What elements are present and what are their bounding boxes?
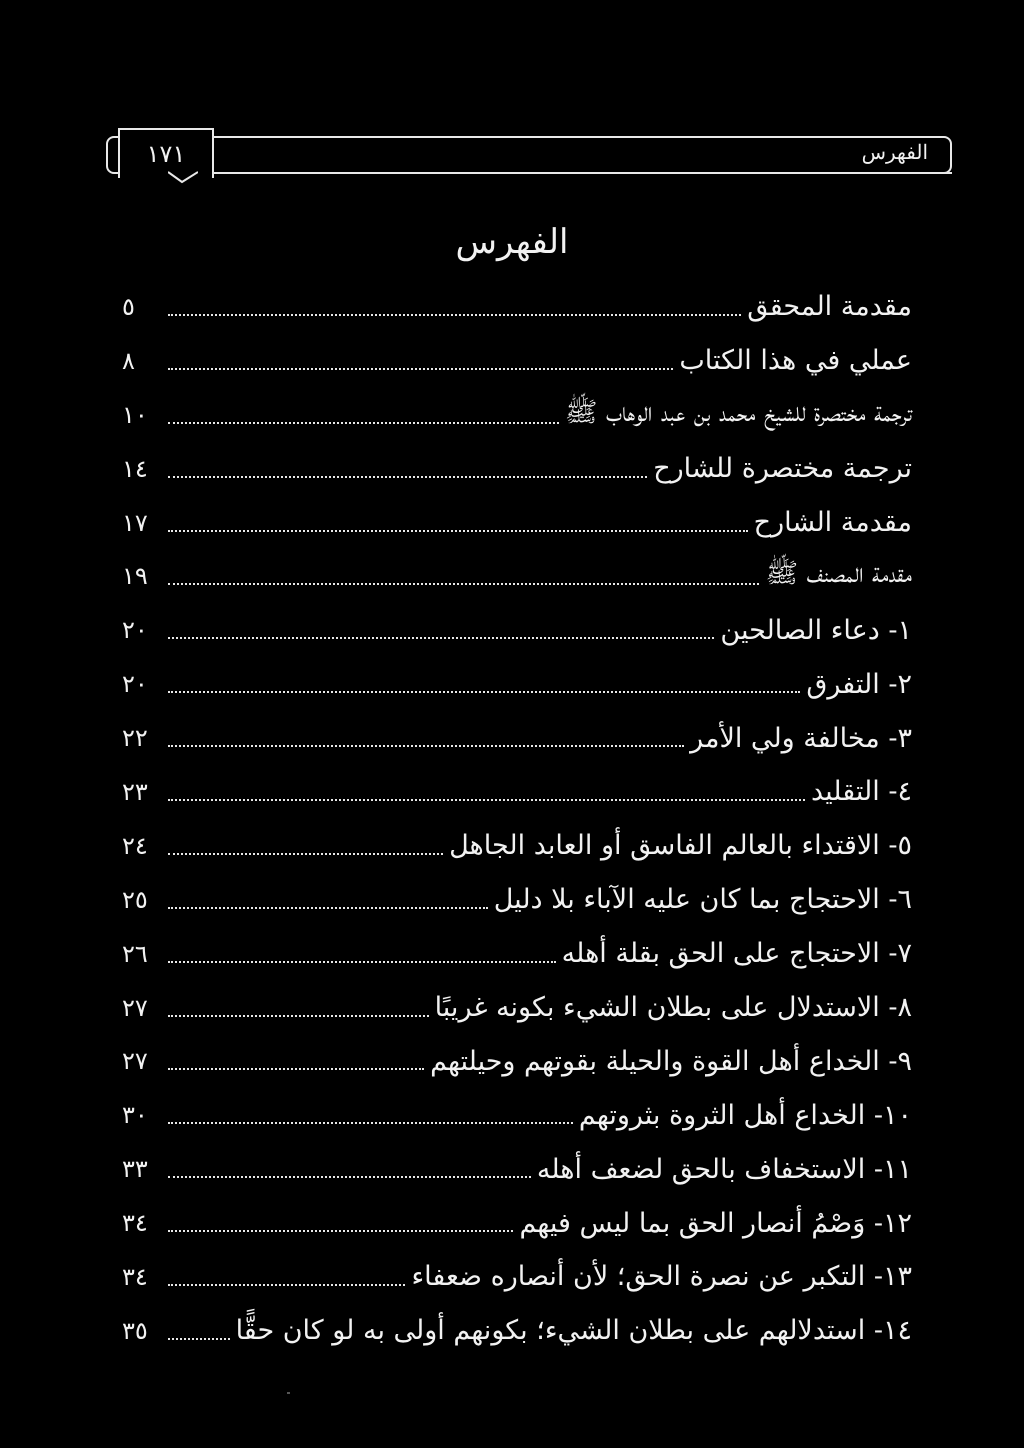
toc-entry-page: ٣٥ xyxy=(122,1316,148,1345)
toc-entry xyxy=(122,334,912,388)
toc-entry-label: ٨- الاستدلال على بطلان الشيء بكونه غريبًا xyxy=(434,992,912,1024)
toc-dot-leader xyxy=(168,799,805,801)
toc-entry-label: ١- دعاء الصالحين xyxy=(720,614,912,646)
toc-dot-leader xyxy=(168,422,559,424)
toc-entry-page: ١٧ xyxy=(122,508,148,537)
toc-title: الفهرس xyxy=(455,222,569,262)
toc-entry-page: ٢٠ xyxy=(122,670,148,699)
toc-dot-leader xyxy=(168,368,673,370)
toc-entry-label: ١١- الاستخفاف بالحق لضعف أهله xyxy=(536,1153,912,1185)
toc-entry-page: ٢٧ xyxy=(122,1047,148,1076)
toc-entry-label: ٤- التقليد xyxy=(810,776,912,808)
toc-entry xyxy=(122,603,912,657)
toc-entry xyxy=(122,1196,912,1250)
toc-entry-page: ١٠ xyxy=(122,400,148,429)
toc-entry-label: ١٠- الخداع أهل الثروة بثروتهم xyxy=(578,1099,912,1131)
header-rule xyxy=(206,172,952,174)
toc-entry-label: مقدمة المحقق xyxy=(747,291,912,323)
toc-entry-page: ٣٤ xyxy=(122,1262,148,1291)
toc-entry-page: ٢٠ xyxy=(122,616,148,645)
table-of-contents xyxy=(122,280,912,1358)
toc-entry xyxy=(122,1142,912,1196)
toc-entry-page: ١٩ xyxy=(122,562,148,591)
toc-dot-leader xyxy=(168,961,556,963)
toc-entry xyxy=(122,873,912,927)
toc-dot-leader xyxy=(168,530,748,532)
toc-entry xyxy=(122,711,912,765)
toc-entry-label: مقدمة الشارح xyxy=(753,507,912,538)
toc-entry-page: ٢٢ xyxy=(122,724,148,753)
toc-entry-page: ٣٣ xyxy=(122,1155,148,1184)
toc-dot-leader xyxy=(168,476,647,478)
toc-entry-label: ٢- التفرق xyxy=(806,668,912,700)
toc-entry-page: ١٤ xyxy=(122,454,148,483)
toc-dot-leader xyxy=(168,1284,405,1286)
toc-dot-leader xyxy=(168,1230,513,1232)
toc-entry xyxy=(122,1250,912,1304)
toc-entry-label: ٧- الاحتجاج على الحق بقلة أهله xyxy=(561,938,912,970)
toc-entry xyxy=(122,549,912,603)
toc-dot-leader xyxy=(168,745,684,747)
toc-entry-page: ٣٤ xyxy=(122,1209,148,1238)
toc-entry xyxy=(122,765,912,819)
toc-entry-page: ٥ xyxy=(122,292,135,321)
toc-entry-label: مقدمة المصنف ﷺ xyxy=(765,558,912,590)
toc-entry xyxy=(122,819,912,873)
toc-entry-label: ١٣- التكبر عن نصرة الحق؛ لأن أنصاره ضعفاء xyxy=(411,1261,912,1293)
toc-entry xyxy=(122,657,912,711)
toc-dot-leader xyxy=(168,853,443,855)
toc-dot-leader xyxy=(168,1068,424,1070)
toc-dot-leader xyxy=(168,691,800,693)
toc-entry-page: ٢٣ xyxy=(122,777,148,806)
toc-entry-page: ٢٧ xyxy=(122,993,148,1022)
toc-dot-leader xyxy=(168,907,488,909)
toc-entry-label: ترجمة مختصرة للشارح xyxy=(653,453,912,485)
toc-entry-label: عملي في هذا الكتاب xyxy=(679,345,912,377)
toc-dot-leader xyxy=(168,1176,531,1178)
page-number-ornament xyxy=(168,170,198,184)
toc-entry-label: ١٢- وَصْمُ أنصار الحق بما ليس فيهم xyxy=(519,1207,912,1239)
toc-entry-page: ٢٥ xyxy=(122,885,148,914)
toc-entry-page: ٢٤ xyxy=(122,831,148,860)
toc-entry-label: ٦- الاحتجاج بما كان عليه الآباء بلا دليل xyxy=(493,884,912,916)
toc-dot-leader xyxy=(168,1122,573,1124)
toc-entry xyxy=(122,1034,912,1088)
toc-entry-label: ١٤- استدلالهم على بطلان الشيء؛ بكونهم أولى به لو كان حقًّا xyxy=(235,1315,912,1347)
toc-entry-page: ٣٠ xyxy=(122,1101,148,1130)
toc-dot-leader xyxy=(168,583,759,585)
running-header-frame xyxy=(106,136,952,174)
scan-speck xyxy=(287,1392,290,1394)
toc-entry-page: ٢٦ xyxy=(122,939,148,968)
toc-entry-label: ٩- الخداع أهل القوة والحيلة بقوتهم وحيلتهم xyxy=(430,1045,912,1077)
toc-entry xyxy=(122,1304,912,1358)
toc-entry xyxy=(122,388,912,442)
toc-entry xyxy=(122,442,912,496)
page-number: ١٧١ xyxy=(118,128,214,178)
toc-entry xyxy=(122,496,912,550)
toc-entry xyxy=(122,280,912,334)
toc-entry-label: ترجمة مختصرة للشيخ محمد بن عبد الوهاب ﷺ xyxy=(564,396,912,428)
toc-dot-leader xyxy=(168,1015,429,1017)
running-header-title: الفهرس xyxy=(861,140,928,164)
toc-dot-leader xyxy=(168,637,714,639)
toc-entry-label: ٣- مخالفة ولي الأمر xyxy=(690,722,912,754)
toc-entry-page: ٨ xyxy=(122,346,135,375)
toc-entry xyxy=(122,927,912,981)
toc-dot-leader xyxy=(168,1338,230,1340)
toc-entry xyxy=(122,1088,912,1142)
toc-entry xyxy=(122,981,912,1035)
toc-entry-label: ٥- الاقتداء بالعالم الفاسق أو العابد الجاهل xyxy=(449,830,912,862)
toc-dot-leader xyxy=(168,314,741,316)
